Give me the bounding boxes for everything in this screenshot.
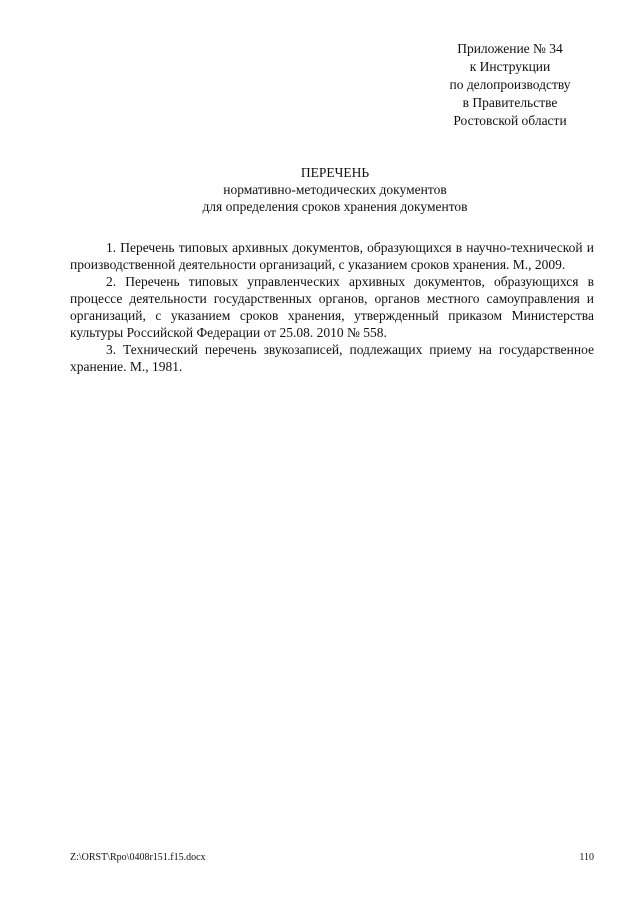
appendix-note [412, 40, 608, 130]
document-title [60, 164, 610, 215]
title-subtitle-2: для определения сроков хранения документов [202, 199, 468, 214]
list-item: 1. Перечень типовых архивных документов, образующихся в научно-технической и производственной деятельности организаций, с указанием сроков хранения. М., 2009. [70, 240, 594, 272]
appendix-line-2: к Инструкции [469, 59, 551, 74]
appendix-line-5: Ростовской области [453, 113, 567, 128]
footer-page-number: 110 [579, 852, 594, 863]
footer-file-path: Z:\ORST\Rpo\0408r151.f15.docx [70, 852, 206, 863]
list-item: 3. Технический перечень звукозаписей, подлежащих приему на государственное хранение. М., 1981. [70, 342, 594, 374]
appendix-line-4: в Правительстве [462, 95, 558, 110]
appendix-line-1: Приложение № 34 [457, 41, 563, 56]
title-heading: ПЕРЕЧЕНЬ [300, 165, 370, 180]
document-list [70, 239, 594, 375]
list-item: 2. Перечень типовых управленческих архивных документов, образующихся в процессе деятельности государственных органов, органов местного самоуправления и организаций, с указанием сроков хранения, утвержденный приказом Министерства культуры Российской Федерации от 25.08. 2010 № 558. [70, 274, 594, 340]
title-subtitle-1: нормативно-методических документов [223, 182, 447, 197]
appendix-line-3: по делопроизводству [449, 77, 571, 92]
